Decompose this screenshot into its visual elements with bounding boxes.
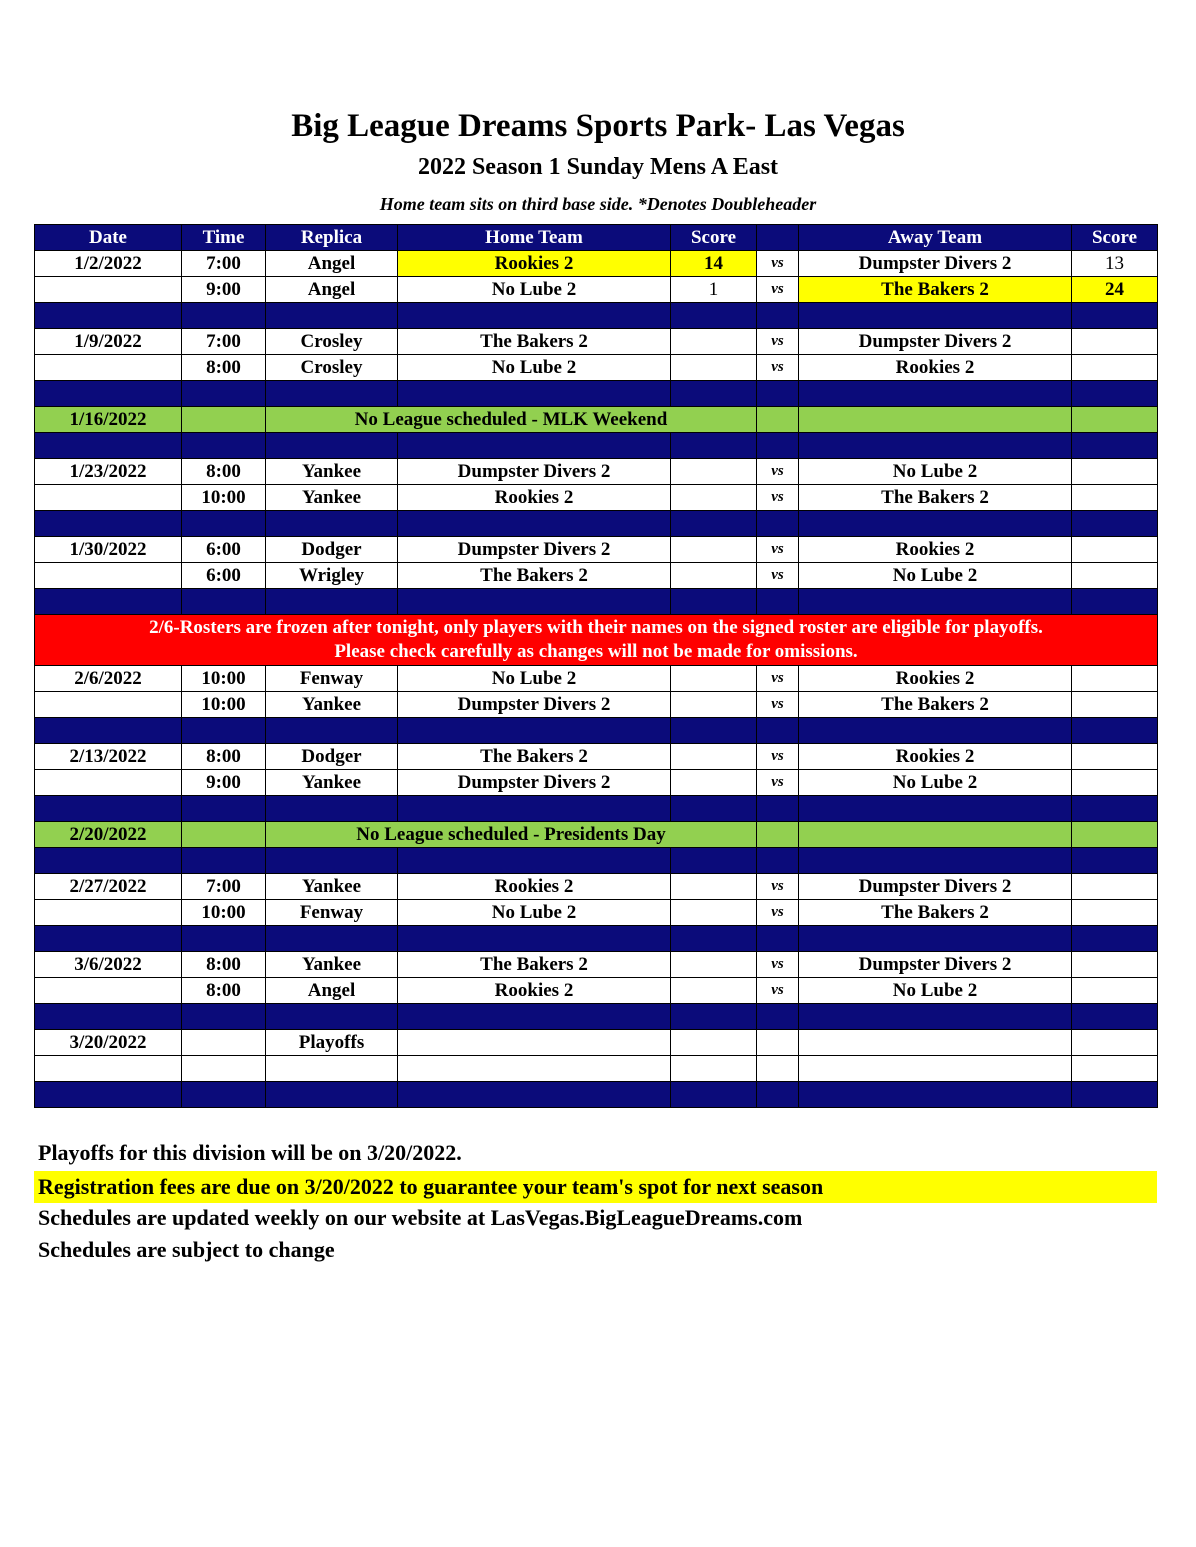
away-team-cell: No Lube 2 — [799, 459, 1072, 485]
spacer-cell — [671, 433, 757, 459]
away-team-cell — [799, 407, 1072, 433]
home-team-cell — [398, 1056, 671, 1082]
spacer-cell — [398, 926, 671, 952]
away-team-cell: Rookies 2 — [799, 537, 1072, 563]
game-row — [35, 251, 1158, 277]
away-score-cell — [1072, 874, 1158, 900]
spacer-cell — [182, 303, 266, 329]
spacer-cell — [266, 718, 398, 744]
date-cell: 1/30/2022 — [35, 537, 182, 563]
away-team-cell: Rookies 2 — [799, 355, 1072, 381]
spacer-cell — [182, 926, 266, 952]
field-cell: Playoffs — [266, 1030, 398, 1056]
column-header-home-score: Score — [671, 225, 757, 251]
spacer-cell — [671, 303, 757, 329]
away-team-cell: The Bakers 2 — [799, 900, 1072, 926]
away-team-cell: Dumpster Divers 2 — [799, 874, 1072, 900]
spacer-cell — [799, 1004, 1072, 1030]
game-row — [35, 744, 1158, 770]
spacer-cell — [1072, 796, 1158, 822]
field-cell: Angel — [266, 251, 398, 277]
spacer-cell — [398, 1082, 671, 1108]
game-row — [35, 537, 1158, 563]
home-team-cell: The Bakers 2 — [398, 563, 671, 589]
time-cell: 8:00 — [182, 744, 266, 770]
website-note: Schedules are updated weekly on our website at LasVegas.BigLeagueDreams.com — [38, 1205, 803, 1230]
game-row — [35, 1030, 1158, 1056]
spacer-cell — [757, 1004, 799, 1030]
time-cell: 7:00 — [182, 329, 266, 355]
home-score-cell — [671, 1030, 757, 1056]
spacer-row — [35, 303, 1158, 329]
spacer-cell — [266, 433, 398, 459]
time-cell: 7:00 — [182, 251, 266, 277]
column-header-date: Date — [35, 225, 182, 251]
spacer-row — [35, 589, 1158, 615]
spacer-cell — [1072, 433, 1158, 459]
vs-cell: vs — [757, 692, 799, 718]
vs-cell: vs — [757, 744, 799, 770]
time-cell — [182, 1030, 266, 1056]
date-cell: 2/6/2022 — [35, 666, 182, 692]
field-cell: Yankee — [266, 692, 398, 718]
no-league-row — [35, 407, 1158, 433]
spacer-row — [35, 511, 1158, 537]
field-cell: Crosley — [266, 329, 398, 355]
game-row — [35, 874, 1158, 900]
vs-cell — [757, 1056, 799, 1082]
home-team-cell: The Bakers 2 — [398, 329, 671, 355]
home-team-cell: No Lube 2 — [398, 666, 671, 692]
away-team-cell: No Lube 2 — [799, 770, 1072, 796]
home-score-cell — [671, 666, 757, 692]
home-score-cell — [671, 329, 757, 355]
home-team-cell: Rookies 2 — [398, 485, 671, 511]
spacer-row — [35, 433, 1158, 459]
away-score-cell — [1072, 692, 1158, 718]
spacer-cell — [182, 848, 266, 874]
spacer-cell — [757, 433, 799, 459]
spacer-cell — [266, 796, 398, 822]
home-team-cell: No Lube 2 — [398, 277, 671, 303]
spacer-cell — [398, 848, 671, 874]
game-row — [35, 666, 1158, 692]
away-team-cell: The Bakers 2 — [799, 692, 1072, 718]
spacer-cell — [35, 1082, 182, 1108]
spacer-cell — [799, 848, 1072, 874]
field-cell: Crosley — [266, 355, 398, 381]
field-cell: Yankee — [266, 952, 398, 978]
date-cell — [35, 277, 182, 303]
spacer-cell — [757, 796, 799, 822]
home-team-cell: Rookies 2 — [398, 874, 671, 900]
time-cell — [182, 822, 266, 848]
away-score-cell — [1072, 978, 1158, 1004]
home-score-cell — [671, 1056, 757, 1082]
game-row — [35, 1056, 1158, 1082]
vs-cell: vs — [757, 770, 799, 796]
away-score-cell — [1072, 770, 1158, 796]
time-cell: 6:00 — [182, 563, 266, 589]
schedule-body — [35, 225, 1158, 1108]
spacer-cell — [671, 381, 757, 407]
date-cell — [35, 978, 182, 1004]
spacer-cell — [182, 589, 266, 615]
field-cell: Yankee — [266, 770, 398, 796]
date-cell — [35, 770, 182, 796]
column-header-away-team: Away Team — [799, 225, 1072, 251]
roster-alert-line: 2/6-Rosters are frozen after tonight, only players with their names on the signed roster are eligible for playoffs. — [149, 617, 1043, 638]
vs-cell: vs — [757, 537, 799, 563]
home-team-cell: The Bakers 2 — [398, 952, 671, 978]
home-score-cell — [671, 770, 757, 796]
spacer-cell — [182, 511, 266, 537]
spacer-cell — [35, 381, 182, 407]
home-score-cell — [671, 355, 757, 381]
spacer-cell — [398, 433, 671, 459]
spacer-cell — [266, 511, 398, 537]
vs-cell: vs — [757, 329, 799, 355]
field-cell: Yankee — [266, 485, 398, 511]
vs-cell: vs — [757, 277, 799, 303]
spacer-row — [35, 718, 1158, 744]
no-league-message: No League scheduled - MLK Weekend — [266, 407, 757, 433]
time-cell — [182, 1056, 266, 1082]
away-score-cell — [1072, 329, 1158, 355]
spacer-row — [35, 381, 1158, 407]
away-score-cell — [1072, 1030, 1158, 1056]
away-score-cell — [1072, 459, 1158, 485]
spacer-cell — [398, 511, 671, 537]
away-score-cell — [1072, 952, 1158, 978]
date-cell: 1/23/2022 — [35, 459, 182, 485]
away-team-cell — [799, 1056, 1072, 1082]
field-cell: Angel — [266, 277, 398, 303]
game-row — [35, 563, 1158, 589]
spacer-cell — [35, 926, 182, 952]
away-score-cell — [1072, 563, 1158, 589]
spacer-cell — [266, 1004, 398, 1030]
spacer-cell — [757, 589, 799, 615]
playoffs-note: Playoffs for this division will be on 3/20/2022. — [38, 1140, 462, 1165]
no-league-message: No League scheduled - Presidents Day — [266, 822, 757, 848]
away-team-cell: No Lube 2 — [799, 978, 1072, 1004]
spacer-cell — [398, 589, 671, 615]
away-score-cell: 24 — [1072, 277, 1158, 303]
spacer-cell — [799, 433, 1072, 459]
field-cell: Angel — [266, 978, 398, 1004]
game-row — [35, 485, 1158, 511]
away-score-cell — [1072, 1056, 1158, 1082]
game-row — [35, 770, 1158, 796]
date-cell — [35, 355, 182, 381]
game-row — [35, 277, 1158, 303]
away-team-cell: The Bakers 2 — [799, 277, 1072, 303]
home-team-cell: Rookies 2 — [398, 978, 671, 1004]
away-team-cell — [799, 822, 1072, 848]
column-header-time: Time — [182, 225, 266, 251]
spacer-cell — [671, 796, 757, 822]
time-cell: 10:00 — [182, 666, 266, 692]
spacer-cell — [757, 381, 799, 407]
disclaimer-note: Schedules are subject to change — [38, 1237, 335, 1262]
home-score-cell — [671, 874, 757, 900]
date-cell: 1/16/2022 — [35, 407, 182, 433]
date-cell — [35, 485, 182, 511]
spacer-cell — [757, 718, 799, 744]
spacer-cell — [799, 381, 1072, 407]
spacer-cell — [671, 1082, 757, 1108]
vs-cell: vs — [757, 251, 799, 277]
date-cell — [35, 563, 182, 589]
spacer-cell — [757, 511, 799, 537]
vs-cell: vs — [757, 874, 799, 900]
field-cell: Dodger — [266, 537, 398, 563]
spacer-row — [35, 848, 1158, 874]
registration-note: Registration fees are due on 3/20/2022 to guarantee your team's spot for next season — [34, 1171, 1157, 1203]
away-score-cell — [1072, 485, 1158, 511]
vs-cell: vs — [757, 459, 799, 485]
time-cell: 8:00 — [182, 459, 266, 485]
spacer-cell — [398, 381, 671, 407]
away-team-cell — [799, 1030, 1072, 1056]
home-team-cell: The Bakers 2 — [398, 744, 671, 770]
spacer-cell — [1072, 589, 1158, 615]
vs-cell: vs — [757, 952, 799, 978]
date-cell: 2/20/2022 — [35, 822, 182, 848]
vs-cell: vs — [757, 485, 799, 511]
away-score-cell — [1072, 355, 1158, 381]
spacer-cell — [757, 848, 799, 874]
field-cell: Wrigley — [266, 563, 398, 589]
game-row — [35, 692, 1158, 718]
time-cell: 6:00 — [182, 537, 266, 563]
date-cell: 3/6/2022 — [35, 952, 182, 978]
vs-cell: vs — [757, 900, 799, 926]
date-cell — [35, 692, 182, 718]
game-row — [35, 329, 1158, 355]
schedule-table — [34, 224, 1158, 1108]
spacer-cell — [671, 718, 757, 744]
away-team-cell: Dumpster Divers 2 — [799, 952, 1072, 978]
header-row — [35, 225, 1158, 251]
home-team-cell: Dumpster Divers 2 — [398, 459, 671, 485]
field-cell: Yankee — [266, 874, 398, 900]
vs-cell: vs — [757, 563, 799, 589]
home-score-cell — [671, 692, 757, 718]
column-header-vs — [757, 225, 799, 251]
spacer-cell — [671, 589, 757, 615]
away-team-cell: Dumpster Divers 2 — [799, 251, 1072, 277]
time-cell: 9:00 — [182, 277, 266, 303]
column-header-home-team: Home Team — [398, 225, 671, 251]
vs-cell: vs — [757, 666, 799, 692]
page-subtitle: 2022 Season 1 Sunday Mens A East — [417, 154, 779, 180]
away-score-cell — [1072, 537, 1158, 563]
spacer-cell — [799, 511, 1072, 537]
spacer-row — [35, 1004, 1158, 1030]
spacer-cell — [757, 303, 799, 329]
spacer-cell — [799, 796, 1072, 822]
home-team-cell: Rookies 2 — [398, 251, 671, 277]
spacer-row — [35, 796, 1158, 822]
field-cell: Dodger — [266, 744, 398, 770]
away-team-cell: The Bakers 2 — [799, 485, 1072, 511]
home-score-cell — [671, 744, 757, 770]
home-score-cell — [671, 563, 757, 589]
date-cell: 1/2/2022 — [35, 251, 182, 277]
spacer-cell — [398, 796, 671, 822]
time-cell — [182, 407, 266, 433]
spacer-row — [35, 1082, 1158, 1108]
spacer-cell — [671, 848, 757, 874]
spacer-cell — [1072, 848, 1158, 874]
column-header-away-score: Score — [1072, 225, 1158, 251]
spacer-cell — [799, 926, 1072, 952]
spacer-cell — [398, 303, 671, 329]
spacer-cell — [671, 511, 757, 537]
game-row — [35, 952, 1158, 978]
time-cell: 8:00 — [182, 978, 266, 1004]
time-cell: 8:00 — [182, 952, 266, 978]
spacer-cell — [35, 303, 182, 329]
time-cell: 10:00 — [182, 485, 266, 511]
spacer-cell — [1072, 926, 1158, 952]
spacer-cell — [1072, 303, 1158, 329]
spacer-cell — [266, 848, 398, 874]
date-cell — [35, 900, 182, 926]
game-row — [35, 355, 1158, 381]
home-score-cell — [671, 459, 757, 485]
game-row — [35, 978, 1158, 1004]
field-cell — [266, 1056, 398, 1082]
spacer-cell — [266, 1082, 398, 1108]
spacer-cell — [1072, 718, 1158, 744]
roster-alert-row — [35, 615, 1158, 666]
date-cell: 2/27/2022 — [35, 874, 182, 900]
away-team-cell: Dumpster Divers 2 — [799, 329, 1072, 355]
away-score-cell — [1072, 407, 1158, 433]
spacer-cell — [266, 926, 398, 952]
spacer-cell — [182, 718, 266, 744]
spacer-cell — [182, 433, 266, 459]
vs-cell — [757, 822, 799, 848]
roster-alert-line: Please check carefully as changes will not be made for omissions. — [334, 641, 858, 662]
game-row — [35, 459, 1158, 485]
spacer-cell — [799, 718, 1072, 744]
home-score-cell: 14 — [671, 251, 757, 277]
spacer-cell — [266, 303, 398, 329]
away-score-cell — [1072, 666, 1158, 692]
spacer-cell — [182, 1082, 266, 1108]
spacer-cell — [757, 1082, 799, 1108]
spacer-row — [35, 926, 1158, 952]
no-league-row — [35, 822, 1158, 848]
time-cell: 9:00 — [182, 770, 266, 796]
home-score-cell — [671, 900, 757, 926]
spacer-cell — [182, 381, 266, 407]
away-team-cell: No Lube 2 — [799, 563, 1072, 589]
field-cell: Yankee — [266, 459, 398, 485]
spacer-cell — [182, 1004, 266, 1030]
date-cell: 3/20/2022 — [35, 1030, 182, 1056]
away-score-cell: 13 — [1072, 251, 1158, 277]
vs-cell — [757, 407, 799, 433]
home-team-cell: No Lube 2 — [398, 900, 671, 926]
page-note: Home team sits on third base side. *Denotes Doubleheader — [379, 194, 817, 214]
field-cell: Fenway — [266, 666, 398, 692]
away-score-cell — [1072, 900, 1158, 926]
spacer-cell — [266, 381, 398, 407]
spacer-cell — [398, 1004, 671, 1030]
spacer-cell — [182, 796, 266, 822]
date-cell — [35, 1056, 182, 1082]
spacer-cell — [35, 511, 182, 537]
away-score-cell — [1072, 822, 1158, 848]
roster-alert-message — [35, 615, 1158, 666]
column-header-replica: Replica — [266, 225, 398, 251]
time-cell: 8:00 — [182, 355, 266, 381]
spacer-cell — [1072, 381, 1158, 407]
spacer-cell — [671, 1004, 757, 1030]
spacer-cell — [799, 1082, 1072, 1108]
home-team-cell: Dumpster Divers 2 — [398, 770, 671, 796]
spacer-cell — [35, 848, 182, 874]
time-cell: 10:00 — [182, 692, 266, 718]
vs-cell: vs — [757, 355, 799, 381]
vs-cell: vs — [757, 978, 799, 1004]
home-team-cell — [398, 1030, 671, 1056]
date-cell: 2/13/2022 — [35, 744, 182, 770]
away-score-cell — [1072, 744, 1158, 770]
spacer-cell — [35, 718, 182, 744]
spacer-cell — [799, 303, 1072, 329]
spacer-cell — [266, 589, 398, 615]
home-team-cell: Dumpster Divers 2 — [398, 692, 671, 718]
spacer-cell — [799, 589, 1072, 615]
spacer-cell — [35, 589, 182, 615]
page-title: Big League Dreams Sports Park- Las Vegas — [291, 108, 905, 144]
home-score-cell — [671, 978, 757, 1004]
spacer-cell — [1072, 1082, 1158, 1108]
spacer-cell — [671, 926, 757, 952]
game-row — [35, 900, 1158, 926]
spacer-cell — [35, 1004, 182, 1030]
spacer-cell — [1072, 511, 1158, 537]
spacer-cell — [1072, 1004, 1158, 1030]
spacer-cell — [35, 796, 182, 822]
field-cell: Fenway — [266, 900, 398, 926]
home-team-cell: No Lube 2 — [398, 355, 671, 381]
spacer-cell — [35, 433, 182, 459]
home-score-cell — [671, 485, 757, 511]
away-team-cell: Rookies 2 — [799, 666, 1072, 692]
time-cell: 7:00 — [182, 874, 266, 900]
home-score-cell — [671, 952, 757, 978]
time-cell: 10:00 — [182, 900, 266, 926]
home-score-cell — [671, 537, 757, 563]
home-team-cell: Dumpster Divers 2 — [398, 537, 671, 563]
spacer-cell — [398, 718, 671, 744]
home-score-cell: 1 — [671, 277, 757, 303]
vs-cell — [757, 1030, 799, 1056]
spacer-cell — [757, 926, 799, 952]
date-cell: 1/9/2022 — [35, 329, 182, 355]
away-team-cell: Rookies 2 — [799, 744, 1072, 770]
